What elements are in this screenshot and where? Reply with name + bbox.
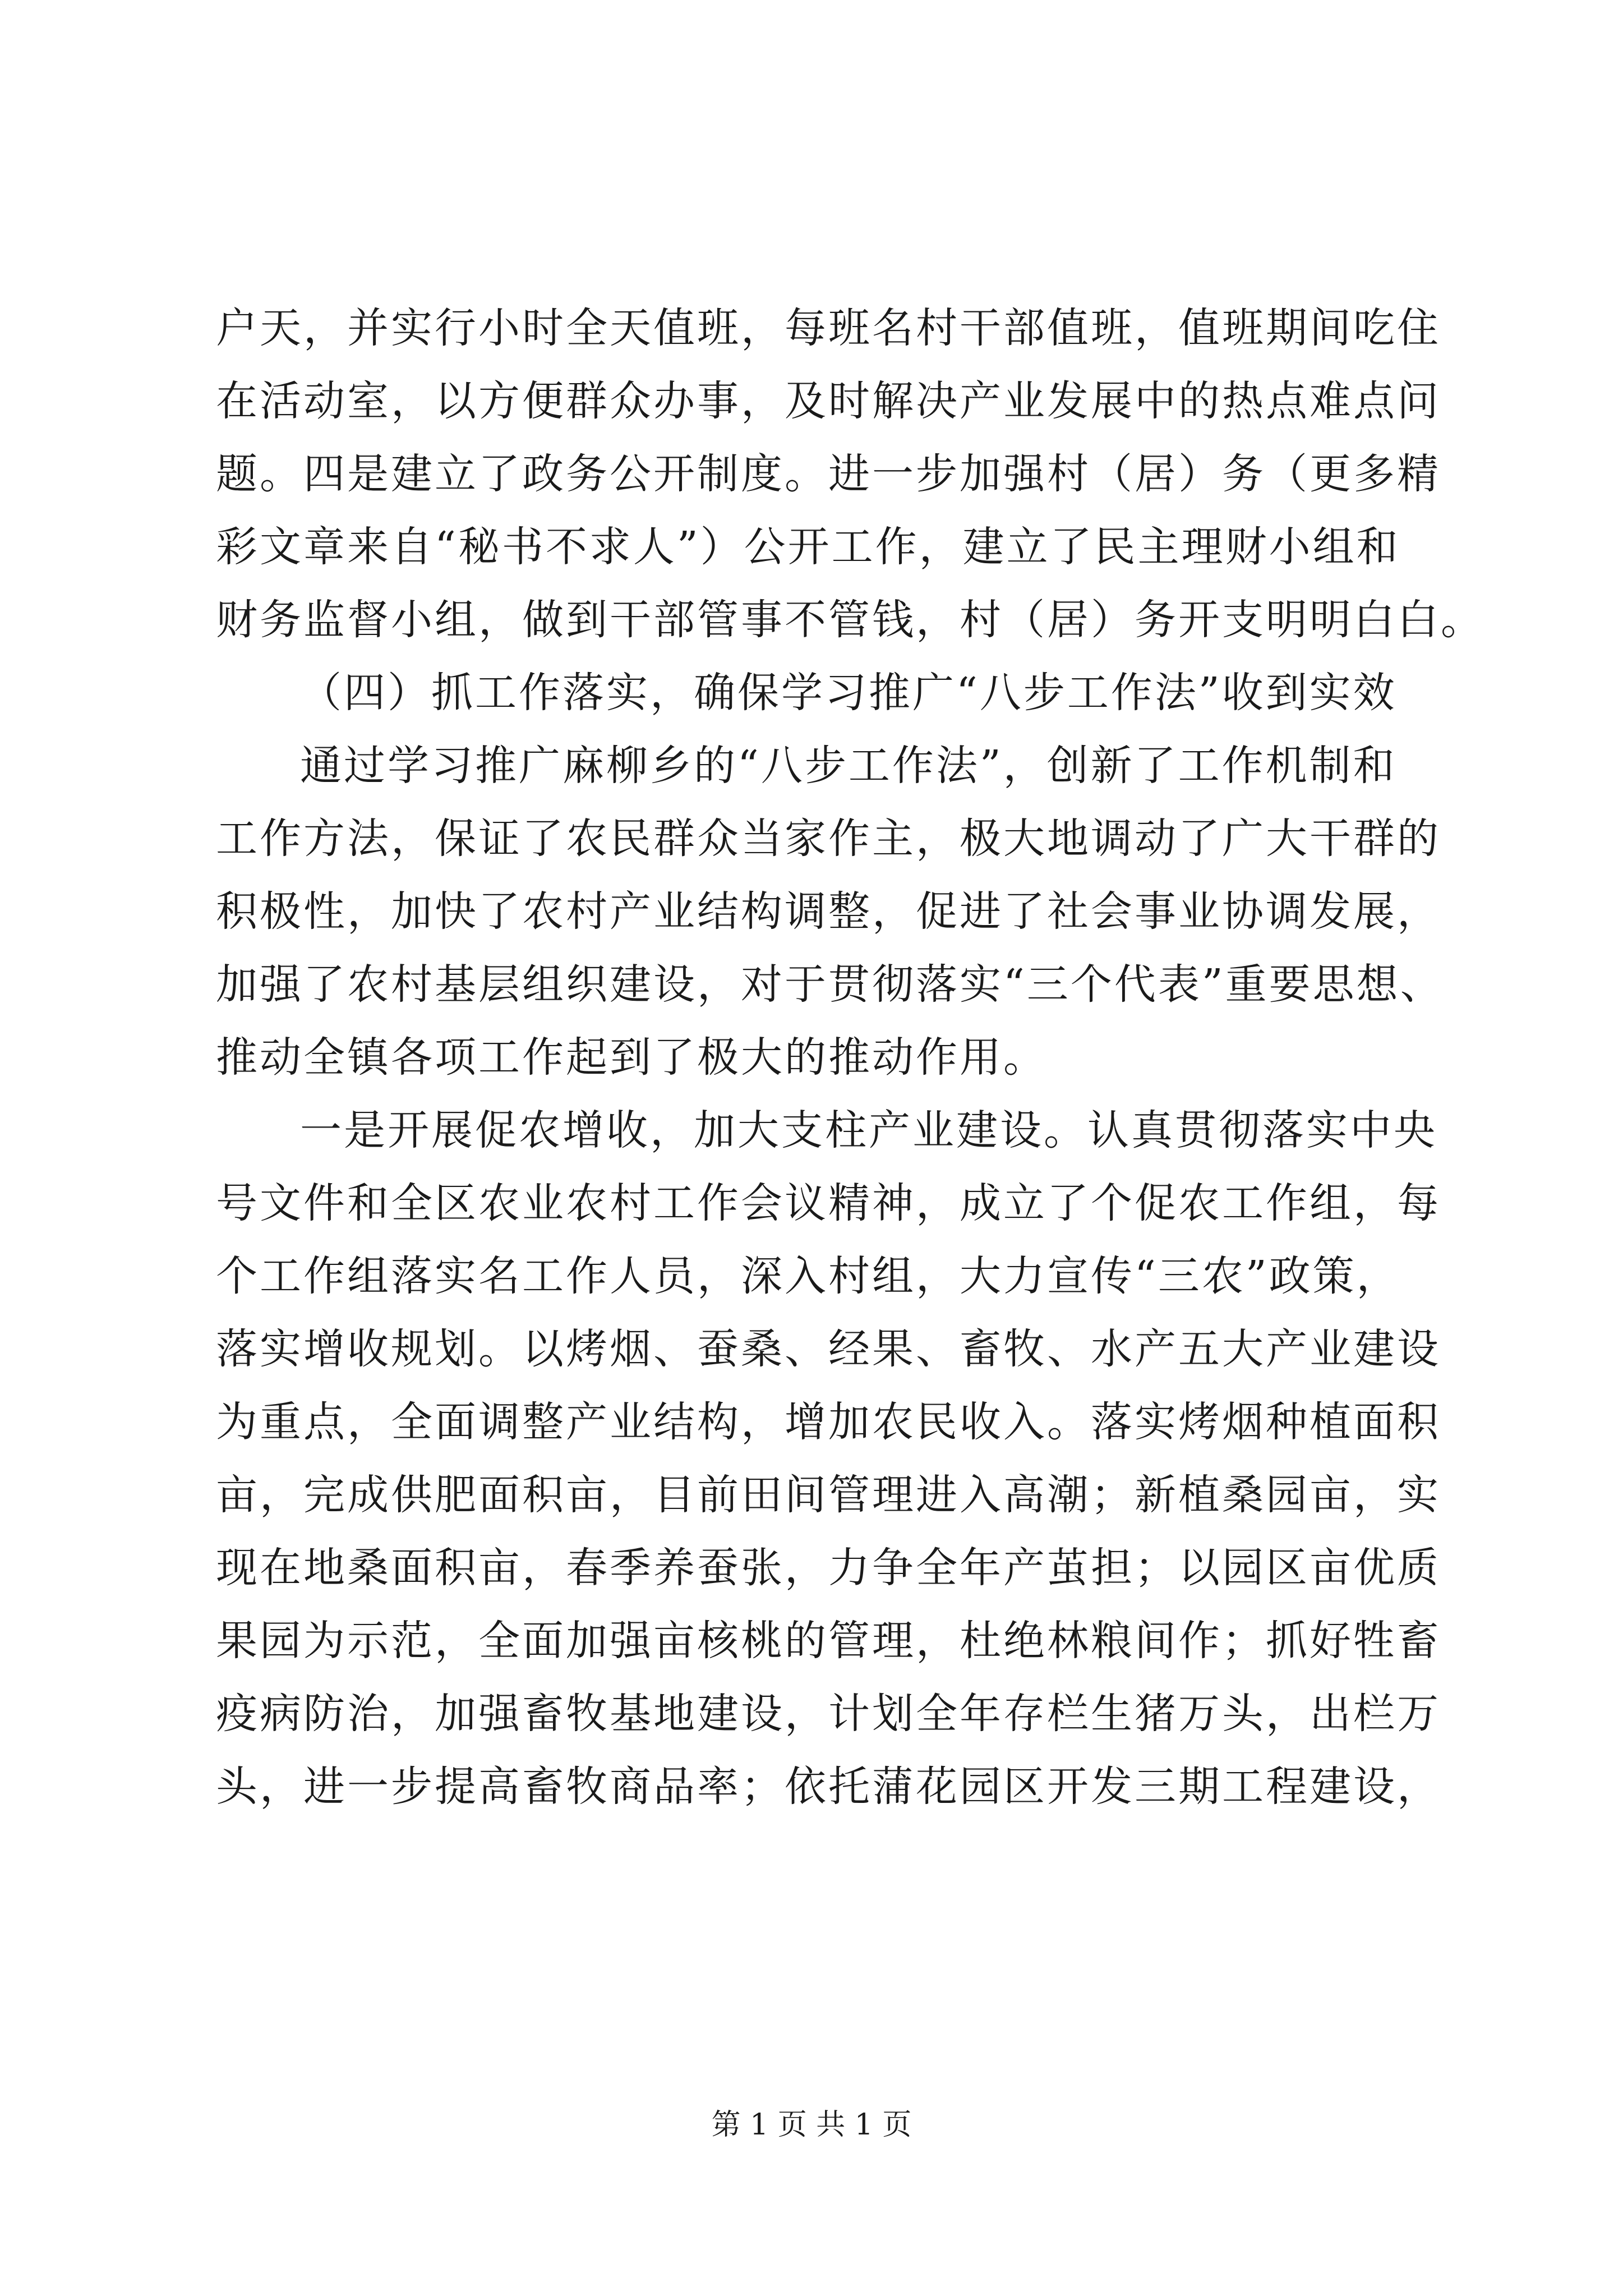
text-line: 积极性，加快了农村产业结构调整，促进了社会事业协调发展， bbox=[216, 887, 1441, 936]
text-line: 在活动室，以方便群众办事，及时解决产业发展中的热点难点问 bbox=[216, 377, 1441, 425]
text-line: 个工作组落实名工作人员，深入村组，大力宣传“三农”政策， bbox=[216, 1252, 1400, 1300]
page-footer: 第 1 页 共 1 页 bbox=[711, 2108, 912, 2142]
text-line: 财务监督小组，做到干部管事不管钱，村（居）务开支明明白白。 bbox=[216, 596, 1484, 644]
text-line: 彩文章来自“秘书不求人”）公开工作，建立了民主理财小组和 bbox=[216, 523, 1400, 571]
text-line: 现在地桑面积亩，春季养蚕张，力争全年产茧担；以园区亩优质 bbox=[216, 1544, 1441, 1592]
text-line: 落实增收规划。以烤烟、蚕桑、经果、畜牧、水产五大产业建设 bbox=[216, 1325, 1441, 1373]
text-line: 亩，完成供肥面积亩，目前田间管理进入高潮；新植桑园亩，实 bbox=[216, 1471, 1441, 1519]
text-line: 疫病防治，加强畜牧基地建设，计划全年存栏生猪万头，出栏万 bbox=[216, 1690, 1441, 1738]
text-line: 头，进一步提高畜牧商品率；依托蒲花园区开发三期工程建设， bbox=[216, 1763, 1441, 1811]
text-line: 号文件和全区农业农村工作会议精神，成立了个促农工作组，每 bbox=[216, 1179, 1441, 1227]
text-line: 推动全镇各项工作起到了极大的推动作用。 bbox=[216, 1033, 1047, 1082]
text-line: 工作方法，保证了农民群众当家作主，极大地调动了广大干群的 bbox=[216, 815, 1441, 863]
text-line: 果园为示范，全面加强亩核桃的管理，杜绝林粮间作；抓好牲畜 bbox=[216, 1617, 1441, 1665]
text-line: 通过学习推广麻柳乡的“八步工作法”，创新了工作机制和 bbox=[300, 742, 1397, 790]
text-line: 题。四是建立了政务公开制度。进一步加强村（居）务（更多精 bbox=[216, 450, 1441, 498]
section-heading: （四）抓工作落实，确保学习推广“八步工作法”收到实效 bbox=[300, 669, 1397, 717]
text-line: 加强了农村基层组织建设，对于贯彻落实“三个代表”重要思想、 bbox=[216, 960, 1444, 1009]
text-line: 一是开展促农增收，加大支柱产业建设。认真贯彻落实中央 bbox=[300, 1106, 1437, 1154]
text-line: 为重点，全面调整产业结构，增加农民收入。落实烤烟种植面积 bbox=[216, 1398, 1441, 1446]
text-line: 户天，并实行小时全天值班，每班名村干部值班，值班期间吃住 bbox=[216, 304, 1441, 352]
